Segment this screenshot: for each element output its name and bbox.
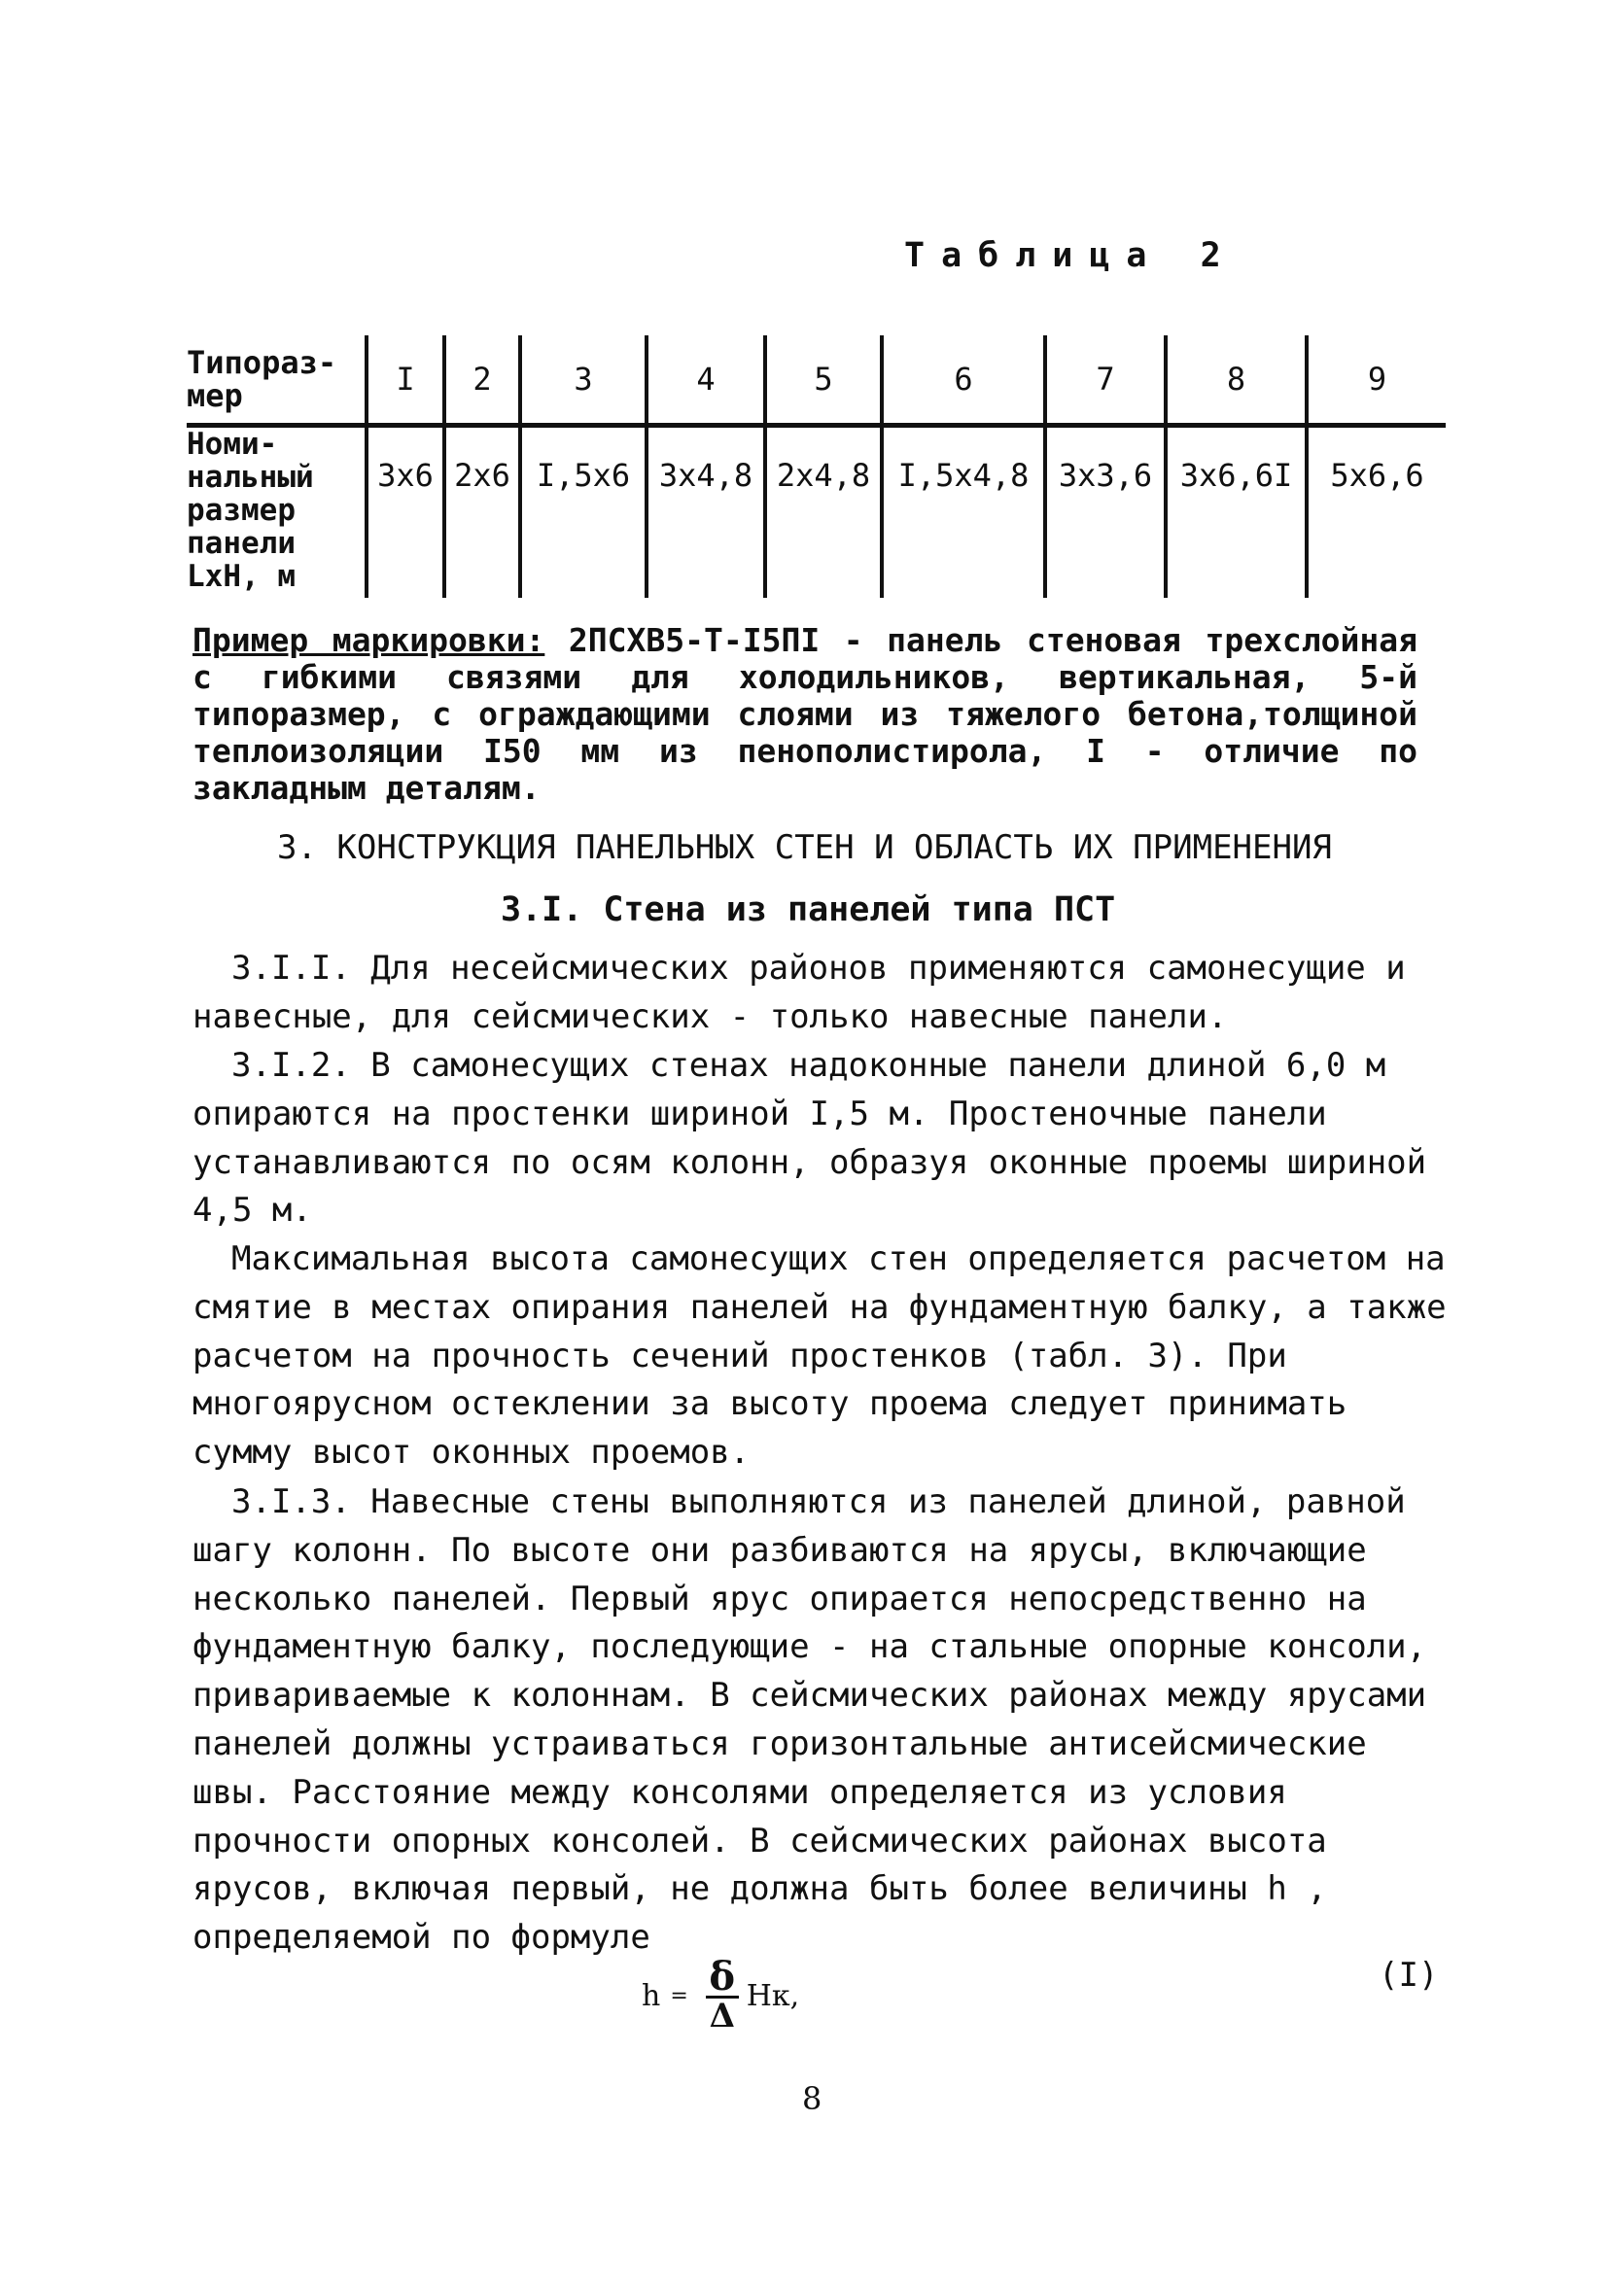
header-label: Типораз- мер	[187, 344, 337, 414]
formula-equals: =	[670, 1984, 688, 2008]
col-header: 8	[1164, 335, 1305, 423]
col-header: 4	[645, 335, 763, 423]
formula-denominator: Δ	[709, 1997, 735, 2035]
table-cell: 2x4,8	[763, 428, 880, 598]
subsection-heading: 3.I. Стена из панелей типа ПСТ	[501, 890, 1116, 929]
table-cell: 2x6	[442, 428, 518, 598]
paragraph-3-1-2: 3.I.2. В самонесущих стенах надоконные панели длиной 6,0 м опираются на простенки шириной I,5 м. Простеночные панели устанавливаются по осям колонн, образуя оконные проемы шириной 4,5 м.	[192, 1046, 1427, 1231]
table-cell: 3x6	[365, 428, 442, 598]
marking-example	[192, 622, 1417, 807]
table-row	[187, 423, 1446, 598]
section-heading: 3. КОНСТРУКЦИЯ ПАНЕЛЬНЫХ СТЕН И ОБЛАСТЬ ИХ ПРИМЕНЕНИЯ	[277, 828, 1332, 867]
table-cell: 5x6,6	[1305, 428, 1446, 598]
col-header: 7	[1043, 335, 1164, 423]
table-header-row	[187, 335, 1446, 423]
col-header: 6	[880, 335, 1043, 423]
table-cell: I,5x4,8	[880, 428, 1043, 598]
formula-lhs: h	[642, 1979, 661, 2013]
example-label: Пример маркировки:	[192, 621, 545, 659]
example-text: 2ПСХВ5-Т-I5ПI - панель стеновая трехслойная с гибкими связями для холодильников, вертикальная, 5-й типоразмер, с ограждающими слоями из тяжелого бетона,толщиной теплоизоляции I50 мм из пенополистирола, I - отличие по закладным деталям.	[192, 621, 1418, 807]
formula-numerator: δ	[709, 1954, 736, 2000]
formula-rhs: Hк,	[746, 1979, 800, 2013]
size-table	[187, 335, 1446, 598]
row-label: Номи- нальный размер панели LxH, м	[187, 427, 314, 594]
table-cell: I,5x6	[518, 428, 645, 598]
col-header: 3	[518, 335, 645, 423]
col-header: 2	[442, 335, 518, 423]
table-cell: 3x4,8	[645, 428, 763, 598]
formula-fraction	[706, 1954, 739, 2035]
table-cell: 3x6,6I	[1164, 428, 1305, 598]
paragraph-max-height: Максимальная высота самонесущих стен определяется расчетом на смятие в местах опирания панелей на фундаментную балку, а также расчетом на прочность сечений простенков (табл. 3). При многоярусном остеклении за высоту проема следует принимать сумму высот оконных проемов.	[192, 1239, 1447, 1473]
table-cell: 3x3,6	[1043, 428, 1164, 598]
col-header: 5	[763, 335, 880, 423]
formula	[642, 1954, 800, 2035]
table-title: Таблица 2	[904, 236, 1238, 275]
paragraph-3-1-1: 3.I.I. Для несейсмических районов применяются самонесущие и навесные, для сейсмических - только навесные панели.	[192, 949, 1406, 1036]
page-number: 8	[802, 2080, 822, 2117]
col-header: I	[365, 335, 442, 423]
col-header: 9	[1305, 335, 1446, 423]
equation-number: (I)	[1379, 1956, 1439, 1995]
paragraph-3-1-3: 3.I.3. Навесные стены выполняются из панелей длиной, равной шагу колонн. По высоте они разбиваются на ярусы, включающие несколько панелей. Первый ярус опирается непосредственно на фундаментную балку, последующие - на стальные опорные консоли, привариваемые к колоннам. В сейсмических районах между ярусами панелей должны устраиваться горизонтальные антисейсмические швы. Расстояние между консолями определяется из условия прочности опорных консолей. В сейсмических районах высота ярусов, включая первый, не должна быть более величины h , определяемой по формуле	[192, 1482, 1427, 1958]
